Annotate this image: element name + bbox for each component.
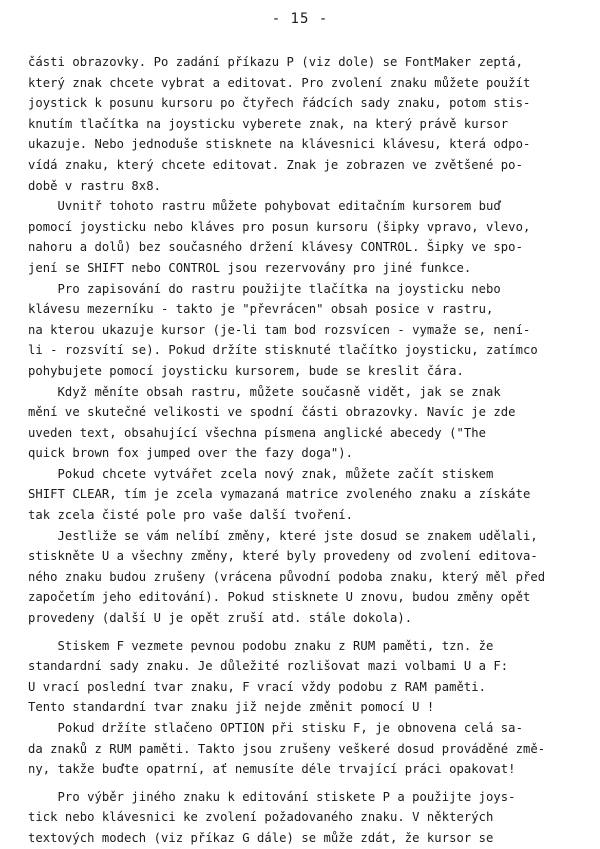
paragraph	[28, 279, 588, 382]
text-line: Pokud držíte stlačeno OPTION při stisku F, je obnovena celá sa-	[28, 721, 523, 735]
text-line: provedeny (další U je opět zruší atd. stále dokola).	[28, 611, 413, 626]
text-line: quick brown fox jumped over the fazy doga").	[28, 446, 354, 461]
paragraph	[28, 636, 588, 718]
text-line: knutím tlačítka na joysticku vyberete znak, na který právě kursor	[28, 116, 509, 131]
text-line: Pokud chcete vytvářet zcela nový znak, můžete začít stiskem	[28, 466, 494, 481]
text-line: da znaků z RUM paměti. Takto jsou zrušeny veškeré dosud prováděné změ-	[28, 741, 546, 756]
text-line: standardní sady znaku. Je důležité rozlišovat mazi volbami U a F:	[28, 659, 509, 674]
text-line: pomocí joysticku nebo kláves pro posun kursoru (šipky vpravo, vlevo,	[28, 219, 531, 234]
paragraph	[28, 382, 588, 464]
text-line: ného znaku budou zrušeny (vrácena původní podoba znaku, který měl před	[28, 569, 546, 584]
text-line: Pro zapisování do rastru použijte tlačítka na joysticku nebo	[28, 281, 501, 296]
text-line: Uvnitř tohoto rastru můžete pohybovat editačním kursorem buď	[28, 199, 501, 214]
text-line: době v rastru 8x8.	[28, 178, 161, 193]
text-line: jení se SHIFT nebo CONTROL jsou rezervovány pro jiné funkce.	[28, 260, 472, 275]
text-line: započetím jeho editování). Pokud stisknete U znovu, budou změny opět	[28, 590, 531, 605]
text-line: tick nebo klávesnici ke zvolení požadovaného znaku. V některých	[28, 810, 494, 825]
text-line: který znak chcete vybrat a editovat. Pro zvolení znaku můžete použít	[28, 75, 531, 90]
text-line: li - rozsvítí se). Pokud držíte stisknuté tlačítko joysticku, zatímco	[28, 343, 538, 358]
text-line: vídá znaku, který chcete editovat. Znak je zobrazen ve zvětšené po-	[28, 157, 523, 172]
text-line: nahoru a dolů) bez současného držení klávesy CONTROL. Šipky ve spo-	[28, 240, 523, 255]
text-line: textových modech (viz příkaz G dále) se může zdát, že kursor se	[28, 830, 494, 845]
text-line: joystick k posunu kursoru po čtyřech řádcích sady znaku, potom stis-	[28, 96, 531, 111]
paragraph	[28, 464, 588, 526]
text-line: klávesu mezerníku - takto je "převrácen" obsah posice v rastru,	[28, 302, 494, 317]
text-line: Pro výběr jiného znaku k editování stiskete P a použijte joys-	[28, 789, 516, 804]
text-line: pohybujete pomocí joysticku kursorem, bude se kreslit čára.	[28, 363, 464, 378]
paragraph	[28, 196, 588, 278]
text-line: SHIFT CLEAR, tím je zcela vymazaná matrice zvoleného znaku a získáte	[28, 487, 531, 502]
text-line: uveden text, obsahující všechna písmena anglické abecedy ("The	[28, 425, 487, 440]
text-line: ukazuje. Nebo jednoduše stisknete na klávesnici klávesu, která odpo-	[28, 137, 531, 152]
text-line: stiskněte U a všechny změny, které byly provedeny od zvolení editova-	[28, 549, 538, 564]
page-number: - 15 -	[271, 11, 329, 27]
text-line: Stiskem F vezmete pevnou podobu znaku z RUM paměti, tzn. že	[28, 638, 494, 653]
text-line: tak zcela čisté pole pro vaše další tvoření.	[28, 508, 354, 523]
paragraph	[28, 526, 588, 629]
paragraph	[28, 52, 588, 196]
text-line: Když měníte obsah rastru, můžete současně vidět, jak se znak	[28, 384, 501, 399]
text-line: U vrací poslední tvar znaku, F vrací vždy podobu z RAM paměti.	[28, 679, 487, 694]
body-text	[28, 52, 588, 849]
text-line: mění ve skutečné velikosti ve spodní části obrazovky. Navíc je zde	[28, 405, 516, 420]
text-line: Tento standardní tvar znaku již nejde změnit pomocí U !	[28, 700, 435, 715]
paragraph	[28, 718, 588, 780]
text-line: ny, takže buďte opatrní, ať nemusíte déle trvající práci opakovat!	[28, 762, 516, 777]
paragraph	[28, 787, 588, 849]
text-line: části obrazovky. Po zadání příkazu P (viz dole) se FontMaker zeptá,	[28, 55, 523, 69]
text-line: Jestliže se vám nelíbí změny, které jste dosud se znakem udělali,	[28, 528, 538, 543]
text-line: na kterou ukazuje kursor (je-li tam bod rozsvícen - vymaže se, není-	[28, 322, 531, 337]
